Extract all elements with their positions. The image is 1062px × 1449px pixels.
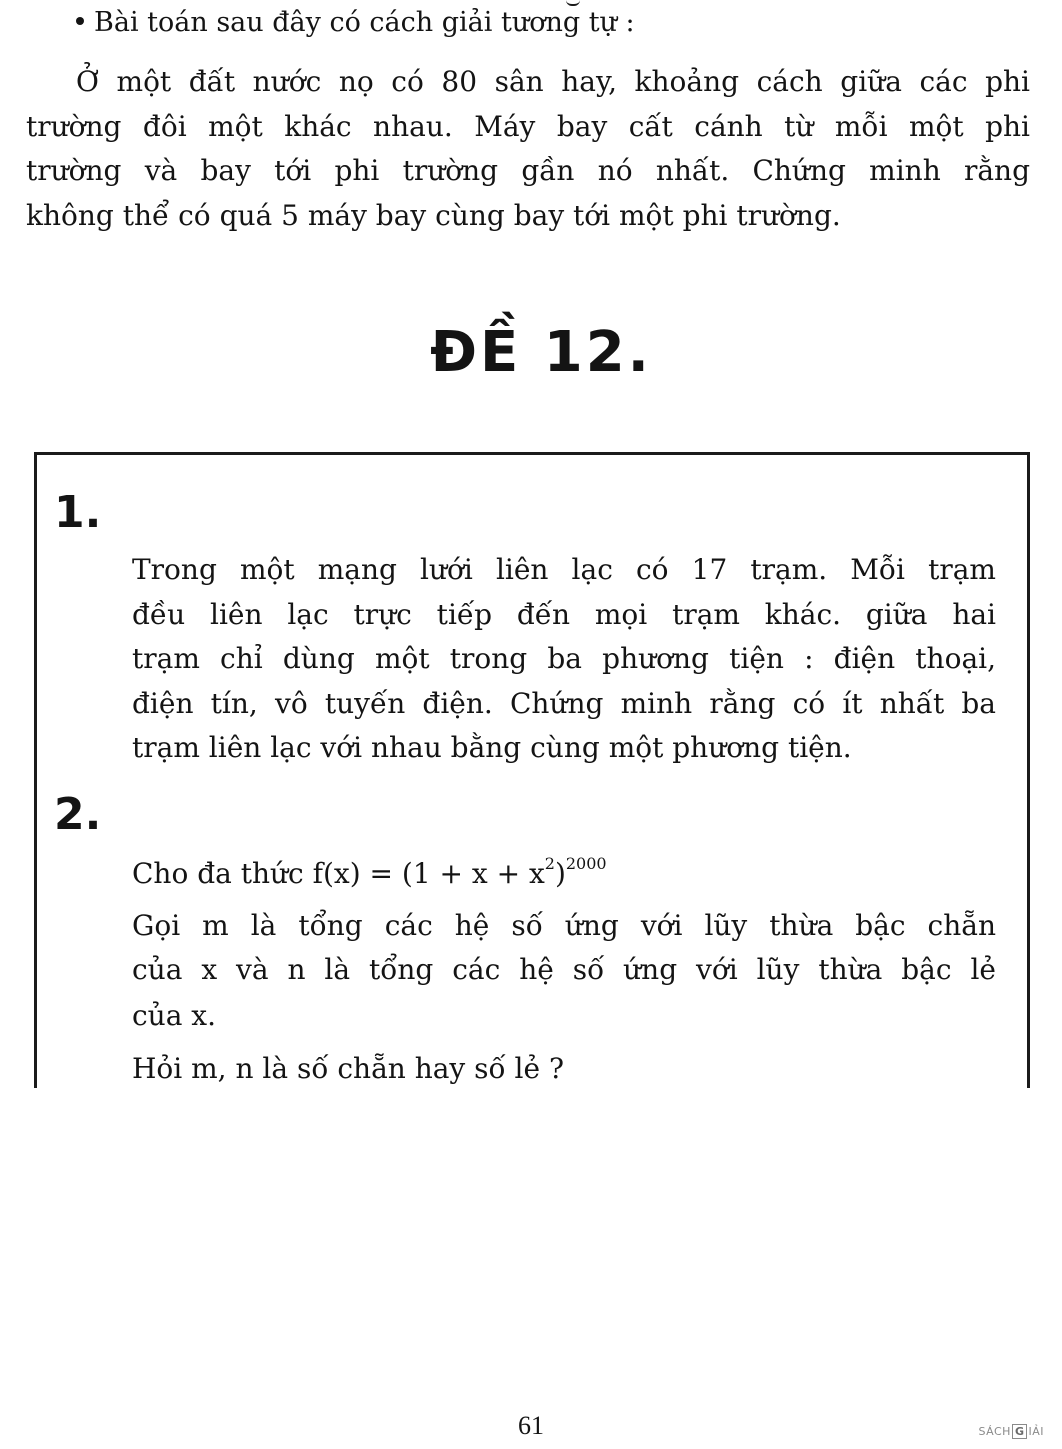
page-number: 61 — [518, 1411, 544, 1440]
intro-paragraph — [26, 60, 1030, 238]
section-heading: ĐỀ 12. — [430, 320, 652, 385]
intro-line: trường đôi một khác nhau. Máy bay cất cánh từ mỗi một phi — [26, 109, 1030, 143]
problem-1-line: điện tín, vô tuyến điện. Chứng minh rằng có ít nhất ba — [132, 686, 996, 720]
problem-1-line: trạm liên lạc với nhau bằng cùng một phương tiện. — [132, 731, 852, 764]
problem-1-number: 1. — [54, 487, 102, 538]
problem-2-number: 2. — [54, 789, 102, 840]
intro-line: không thể có quá 5 máy bay cùng bay tới một phi trường. — [26, 198, 841, 232]
intro-line: Ở một đất nước nọ có 80 sân hay, khoảng cách giữa các phi — [76, 65, 1030, 98]
formula-exponent-outer: 2000 — [565, 854, 607, 873]
formula-prefix: Cho đa thức f(x) = (1 + x + x — [132, 857, 545, 890]
problem-1-line: Trong một mạng lưới liên lạc có 17 trạm. Mỗi trạm — [132, 553, 996, 586]
watermark-logo — [978, 1424, 1044, 1439]
formula-exponent-inner: 2 — [544, 854, 555, 873]
problem-2-question: Hỏi m, n là số chẵn hay số lẻ ? — [132, 1052, 564, 1085]
problem-2-line: của x và n là tổng các hệ số ứng với lũy thừa bậc lẻ — [132, 953, 996, 986]
bullet-icon — [76, 17, 84, 25]
watermark-box: G — [1012, 1424, 1028, 1439]
problem-2-line: của x. — [132, 999, 216, 1032]
bullet-text: Bài toán sau đây có cách giải tương tự : — [94, 7, 635, 38]
intro-line: trường và bay tới phi trường gần nó nhất. Chứng minh rằng — [26, 154, 1030, 187]
watermark-left: SÁCH — [978, 1425, 1011, 1438]
problem-2-formula — [132, 852, 996, 896]
problem-1-text — [132, 548, 996, 771]
watermark-right: IẢI — [1028, 1425, 1044, 1438]
problem-2-line: Gọi m là tổng các hệ số ứng với lũy thừa bậc chẵn — [132, 909, 996, 942]
problem-1-line: trạm chỉ dùng một trong ba phương tiện : điện thoại, — [132, 642, 996, 675]
bullet-intro — [76, 4, 635, 42]
formula-close: ) — [554, 857, 566, 890]
problem-1-line: đều liên lạc trực tiếp đến mọi trạm khác. giữa hai — [132, 597, 996, 631]
